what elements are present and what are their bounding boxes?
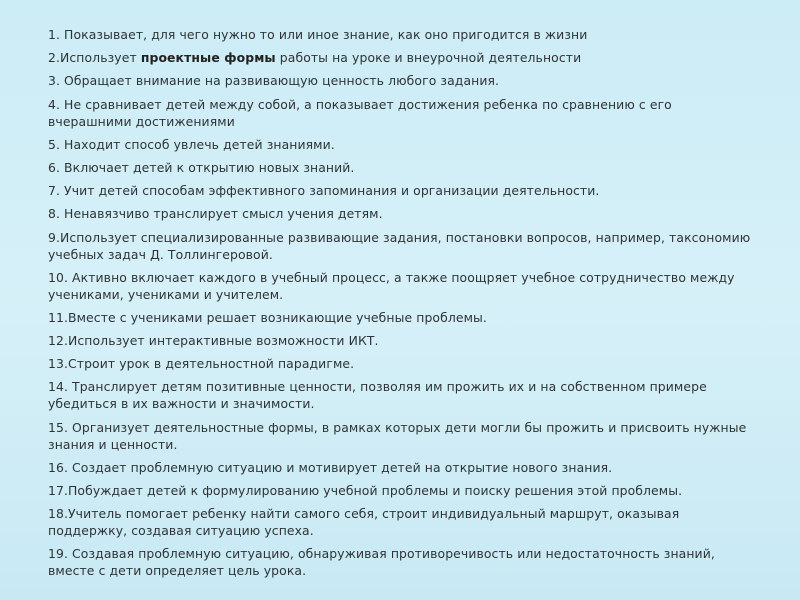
list-item-4: 4. Не сравнивает детей между собой, а показывает достижения ребенка по сравнению с его вчерашними достижениями [48,96,672,129]
requirements-list [48,26,756,586]
list-item-2 [48,49,756,66]
list-item-1: 1. Показывает, для чего нужно то или иное знание, как оно пригодится в жизни [48,27,588,42]
list-item-7: 7. Учит детей способам эффективного запоминания и организации деятельности. [48,183,600,199]
list-item-11: 11.Вместе с учениками решает возникающие учебные проблемы. [48,309,487,325]
list-item-3: 3. Обращает внимание на развивающую ценность любого задания. [48,73,500,89]
list-item-9: 9.Использует специализированные развивающие задания, постановки вопросов, например, таксономию учебных задач Д. Толлингеровой. [48,229,751,262]
list-item-18: 18.Учитель помогает ребенку найти самого себя, строит индивидуальный маршрут, оказывая поддержку, создавая ситуацию успеха. [48,506,680,539]
list-item-5: 5. Находит способ увлечь детей знаниями. [48,136,335,152]
list-item-17: 17.Побуждает детей к формулированию учебной проблемы и поиску решения этой проблемы. [48,483,683,498]
list-item-2-suffix: работы на уроке и внеурочной деятельности [275,50,582,66]
list-item-14: 14. Транслирует детям позитивные ценности, позволяя им прожить их и на собственном примере убедиться в их важности и значимости. [48,379,707,412]
list-item-19: 19. Создавая проблемную ситуацию, обнаруживая противоречивость или недостаточность знаний, вместе с дети определяет цель урока. [48,546,715,579]
list-item-16: 16. Создает проблемную ситуацию и мотивирует детей на открытие нового знания. [48,459,613,475]
list-item-15: 15. Организует деятельностные формы, в рамках которых дети могли бы прожить и присвоить нужные знания и ценности. [48,419,747,452]
list-item-8: 8. Ненавязчиво транслирует смысл учения детям. [48,206,383,222]
list-item-10: 10. Активно включает каждого в учебный процесс, а также поощряет учебное сотрудничество между учениками, учениками и учителем. [48,269,735,302]
list-item-6: 6. Включает детей к открытию новых знаний. [48,159,355,175]
list-item-2-prefix: 2.Использует [48,50,141,66]
list-item-13: 13.Строит урок в деятельностной парадигме. [48,356,355,372]
list-item-2-emphasis: проектные формы [140,50,276,66]
list-item-12: 12.Использует интерактивные возможности ИКТ. [48,333,379,349]
